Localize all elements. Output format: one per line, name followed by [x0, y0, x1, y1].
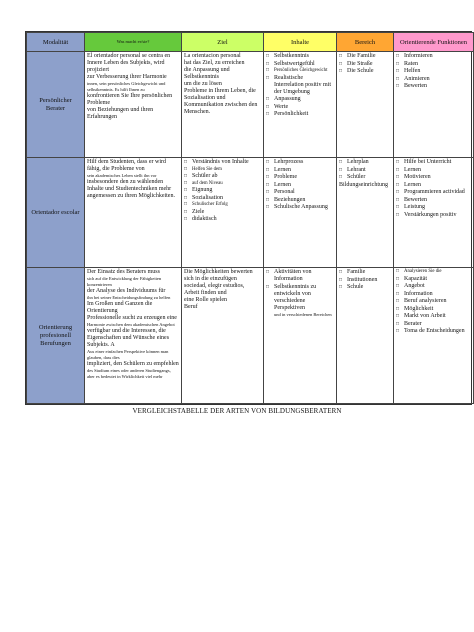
inhalte-cell: [264, 158, 337, 268]
list-item: □ Hilfe bei Unterricht: [396, 159, 471, 166]
list-item: □ Personal: [266, 189, 334, 196]
list-item: □ Verstärkungen positiv: [396, 212, 471, 219]
list-item: □ Angebot: [396, 283, 471, 290]
was-line: fähig, die Probleme von: [87, 166, 145, 173]
list-item: □ Lernen: [266, 182, 334, 189]
list-item: □ Schulischer Erfolg: [184, 202, 261, 208]
list-item: □ Lehrant: [339, 167, 391, 174]
header-inhalte: Inhalte: [264, 33, 337, 52]
table-row: [27, 52, 474, 158]
list-item: □ Programmieren actividad: [396, 189, 471, 196]
ziel-line: Sozialisation und: [184, 95, 226, 101]
list-item: □ Verständnis von Inhalte: [184, 159, 261, 166]
list-item: □ Toma de Entscheidungen: [396, 328, 471, 335]
list-item: □ Ziele: [184, 209, 261, 216]
list-item: □ Institutionen: [339, 277, 391, 284]
list-item: □ Lernen: [396, 167, 471, 174]
ziel-line: Selbstkenntnis: [184, 74, 220, 80]
list-item: □ Persönliches Gleichgewicht: [266, 68, 334, 74]
was-line: innen, sein persönliches Gleichgewicht und: [87, 81, 166, 86]
list-item: □ Motivieren: [396, 174, 471, 181]
list-item: □ Werte: [266, 104, 334, 111]
was-line: selbstkenntnis. Es hilft Ihnen zu: [87, 87, 145, 92]
was-line: Professionelle sucht zu erzeugen eine: [87, 315, 177, 322]
was-cell: [85, 268, 182, 404]
inhalte-line: und in verschiedenen Bereichen: [274, 312, 332, 318]
was-line: des Studium eines oder anderen Studiengangs,: [87, 368, 171, 374]
was-line: Der Einsatz des Beraters muss: [87, 269, 160, 276]
was-line: konfrontieren Sie Ihre persönlichen Probleme: [87, 93, 173, 106]
list-item: □ Information: [396, 291, 471, 298]
list-item: □ Leistung: [396, 204, 471, 211]
row-label: Orientador escolar: [27, 158, 85, 268]
header-funktionen: Orientierende Funktionen: [394, 33, 474, 52]
header-was: Was macht er/sie?: [85, 33, 182, 52]
list-item: □ Realistische Interrelation positiv mit der Umgebung: [266, 75, 334, 96]
bereich-cell: [337, 268, 394, 404]
was-cell: [85, 158, 182, 268]
list-item: □ Beziehungen: [266, 197, 334, 204]
list-item: □ Berater: [396, 321, 471, 328]
was-line: zur Verbesserung ihrer Harmonie: [87, 74, 167, 80]
was-line: ihn bei seiner Entscheidungsfindung zu helfen: [87, 295, 171, 301]
was-line: insbesondere den zu wählenden: [87, 179, 164, 186]
list-item: □ Animieren: [396, 76, 471, 83]
list-item: □ Lernen: [396, 182, 471, 189]
ziel-line: sich in die einzufügen: [184, 276, 237, 283]
list-item: □ didaktisch: [184, 216, 261, 223]
list-item: □ Persönlichkeit: [266, 111, 334, 118]
list-item: □ Probleme: [266, 174, 334, 181]
ziel-line: um die zu lösen: [184, 81, 222, 87]
list-item: □ Möglichkeit: [396, 306, 471, 313]
was-line: Aus einer einfachen Perspektive können man glauben, dass dies: [87, 349, 169, 361]
row-label: Persönlicher Berater: [27, 52, 85, 158]
list-item: □ Eignung: [184, 187, 261, 194]
inhalte-cell: [264, 52, 337, 158]
list-item: □ Lernen: [266, 167, 334, 174]
was-line: sich auf die Entwicklung der Fähigkeiten konzentrieren: [87, 276, 162, 288]
was-line: der Analyse des Individuums für: [87, 288, 166, 295]
was-line: El orientador personal se centra en: [87, 53, 171, 59]
funktionen-cell: [394, 158, 474, 268]
comparison-table: [25, 31, 472, 405]
ziel-line: Beruf: [184, 304, 198, 311]
was-line: Inhalte und Studientechniken mehr: [87, 186, 172, 193]
header-bereich: Bereich: [337, 33, 394, 52]
table-caption: VERGLEICHSTABELLE DER ARTEN VON BILDUNGSBERATERN: [132, 407, 342, 415]
was-line: aber es bedeutet in Wirklichkeit viel mehr: [87, 374, 163, 380]
ziel-line: sociedad, elegir estudios,: [184, 283, 245, 290]
table-row: [27, 158, 474, 268]
ziel-line: Arbeit finden und: [184, 290, 227, 297]
list-item: □ Informieren: [396, 53, 471, 60]
was-cell: [85, 52, 182, 158]
was-line: Innere Leben des Subjekts, wird projiziert: [87, 60, 165, 73]
list-item: □ auf dem Niveau: [184, 181, 261, 187]
list-item: □ Selbstkenntnis zu entwickeln von: [266, 284, 334, 298]
list-item: □ Markt von Arbeit: [396, 313, 471, 320]
list-item: □ Die Straße: [339, 61, 391, 68]
was-line: sein akademisches Leben stellt ihn vor: [87, 173, 157, 179]
list-item: □ Die Familie: [339, 53, 391, 60]
bereich-cell: [337, 52, 394, 158]
header-row: [27, 33, 474, 52]
was-line: angemessen zu ihren Möglichkeiten.: [87, 193, 175, 200]
list-item: □ Selbstkenntnis: [266, 53, 334, 60]
ziel-cell: [182, 52, 264, 158]
funktionen-cell: [394, 52, 474, 158]
ziel-line: La orientacion personal: [184, 53, 241, 59]
ziel-line: hat das Ziel, zu erreichen: [184, 60, 245, 66]
list-item: □ Anpassung: [266, 96, 334, 103]
ziel-line: die Anpassung und: [184, 67, 230, 73]
list-item: □ Schule: [339, 284, 391, 291]
funktionen-cell: [394, 268, 474, 404]
inhalte-line: verschiedene Perspektiven: [274, 298, 306, 312]
list-item: □ Schüler: [339, 174, 391, 181]
table-row: [27, 268, 474, 404]
bereich-cell: [337, 158, 394, 268]
was-line: verfügbar und die Interessen, die: [87, 328, 166, 335]
ziel-line: Die Möglichkeiten bewerten: [184, 269, 253, 276]
list-item: □ Bewerten: [396, 83, 471, 90]
ziel-cell: [182, 268, 264, 404]
list-item: □ Familie: [339, 269, 391, 276]
list-item: □ Schüler ab: [184, 173, 261, 180]
was-line: Hilf dem Studenten, dass er wird: [87, 159, 166, 166]
list-item: □ Lehrplan: [339, 159, 391, 166]
bereich-line: Bildungseinrichtung: [339, 181, 388, 188]
list-item: □ Analysieren Sie die: [396, 269, 471, 275]
list-item: □ Lehrprozess: [266, 159, 334, 166]
list-item: □ Selbstwertgefühl: [266, 61, 334, 68]
row-label: Orientierung profesionell Berufungen: [27, 268, 85, 404]
list-item: □ Beruf analysieren: [396, 298, 471, 305]
ziel-line: Kommunikation zwischen den: [184, 102, 258, 108]
list-item: □ Bewerten: [396, 197, 471, 204]
ziel-line: Probleme in Ihrem Leben, die: [184, 88, 256, 94]
list-item: □ Aktivitäten von Information: [266, 269, 334, 283]
list-item: □ Helfen Sie dem: [184, 167, 261, 173]
was-line: Im Großen und Ganzen die Orientierung: [87, 301, 153, 315]
list-item: □ Die Schule: [339, 68, 391, 75]
was-line: von Beziehungen und ihren Erfahrungen: [87, 107, 154, 120]
was-line: Harmonie zwischen dem akademischen Angebot: [87, 322, 175, 328]
was-line: impliziert, den Schülern zu empfehlen: [87, 361, 179, 368]
was-line: Eigenschaften und Wünsche eines Subjekts. A: [87, 335, 170, 349]
list-item: □ Schulische Anpassung: [266, 204, 334, 211]
ziel-line: Menschen.: [184, 109, 211, 115]
ziel-line: eine Rolle spielen: [184, 297, 227, 304]
inhalte-cell: [264, 268, 337, 404]
list-item: □ Helfen: [396, 68, 471, 75]
ziel-cell: [182, 158, 264, 268]
header-modalitaet: Modalität: [27, 33, 85, 52]
list-item: □ Kapazität: [396, 276, 471, 283]
list-item: □ Sozialisation: [184, 195, 261, 202]
list-item: □ Raten: [396, 61, 471, 68]
header-ziel: Ziel: [182, 33, 264, 52]
